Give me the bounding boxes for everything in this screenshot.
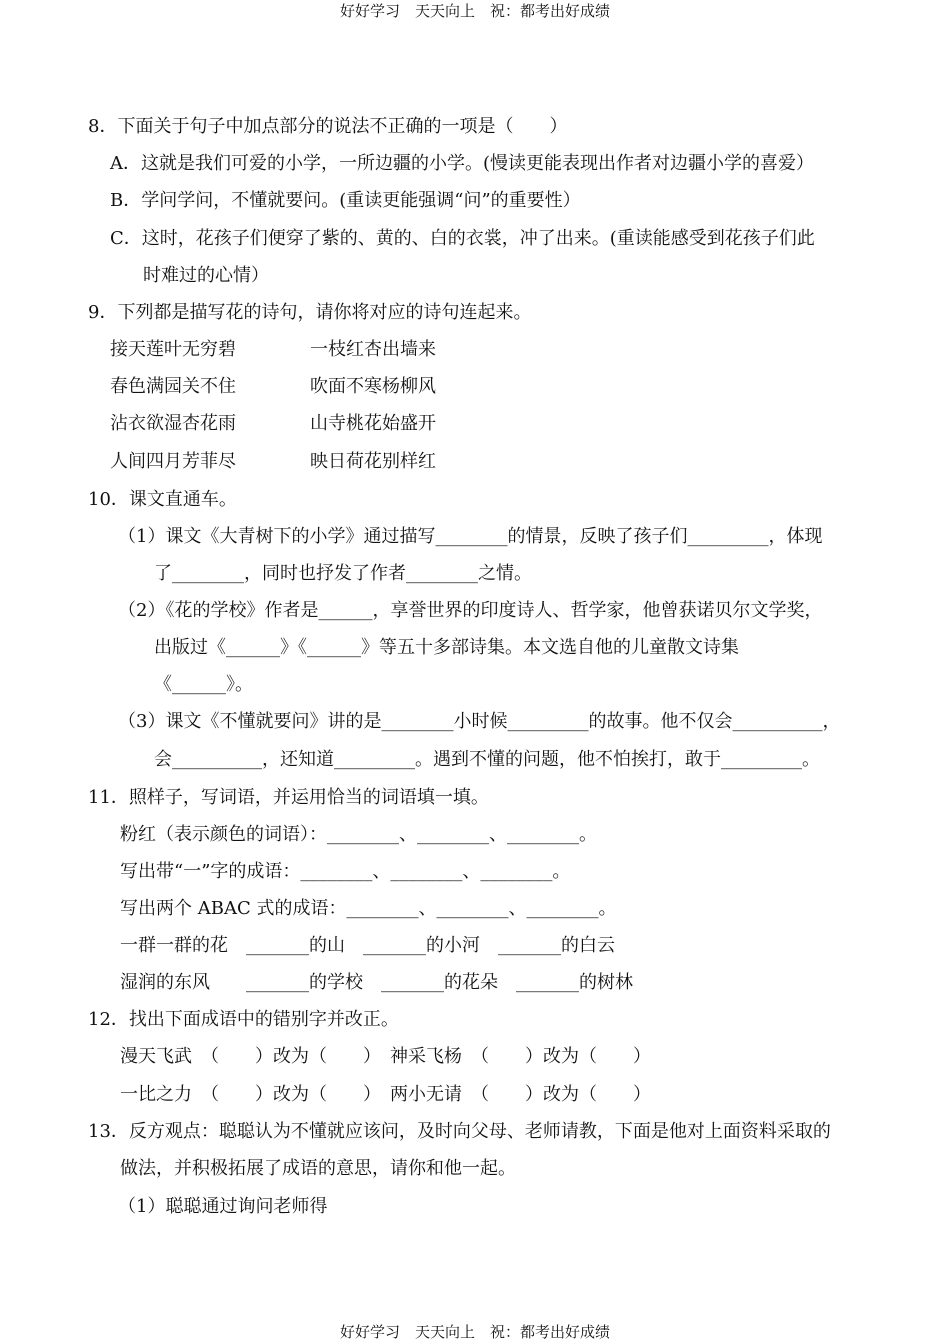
question-8-stem: 8．下面关于句子中加点部分的说法不正确的一项是（ ） — [88, 116, 568, 137]
question-10-part-1-cont: 了________，同时也抒发了作者________之情。 — [154, 563, 532, 584]
poem-right: 山寺桃花始盛开 — [310, 413, 436, 434]
page-footer: 好好学习 天天向上 祝：都考出好成绩 — [339, 1323, 610, 1341]
question-12-line-2: 一比之力 （ ）改为（ ） 两小无请 （ ）改为（ ） — [120, 1084, 651, 1105]
question-9-stem: 9．下列都是描写花的诗句，请你将对应的诗句连起来。 — [88, 302, 532, 323]
poem-right: 映日荷花别样红 — [310, 451, 436, 472]
question-11-line-1: 粉红（表示颜色的词语）：________、________、________。 — [120, 824, 597, 845]
question-10-part-2-cont: 出版过《______》《______》等五十多部诗集。本文选自他的儿童散文诗集 — [154, 637, 739, 658]
poem-left: 沾衣欲湿杏花雨 — [110, 413, 236, 434]
question-8-option-b: B．学问学问，不懂就要问。(重读更能强调“问”的重要性） — [110, 190, 581, 211]
poem-right: 一枝红杏出墙来 — [310, 339, 436, 360]
question-13-stem-cont: 做法，并积极拓展了成语的意思，请你和他一起。 — [120, 1158, 516, 1179]
question-10-part-2: （2）《花的学校》作者是______，享誉世界的印度诗人、哲学家，他曾获诺贝尔文学奖， — [118, 600, 823, 621]
poem-row — [110, 450, 436, 474]
poem-left: 接天莲叶无穷碧 — [110, 339, 236, 360]
question-8-option-c-cont: 时难过的心情） — [143, 265, 269, 286]
question-12-stem: 12．找出下面成语中的错别字并改正。 — [88, 1009, 399, 1030]
question-8-option-c: C．这时，花孩子们便穿了紫的、黄的、白的衣裳，冲了出来。(重读能感受到花孩子们此 — [110, 228, 815, 249]
question-10-part-2-cont2: 《______》。 — [154, 674, 253, 695]
question-12-line-1: 漫天飞武 （ ）改为（ ） 神采飞杨 （ ）改为（ ） — [120, 1046, 651, 1067]
poem-right: 吹面不寒杨柳风 — [310, 376, 436, 397]
question-11-line-5: 湿润的东风 _______的学校 _______的花朵 _______的树林 — [120, 972, 633, 993]
question-13-stem: 13．反方观点：聪聪认为不懂就应该问，及时向父母、老师请教，下面是他对上面资料采取的 — [88, 1121, 831, 1142]
question-8-option-a: A．这就是我们可爱的小学，一所边疆的小学。(慢读更能表现出作者对边疆小学的喜爱） — [110, 153, 815, 174]
poem-row — [110, 412, 436, 436]
question-11-line-2: 写出带“一”字的成语：________、________、________。 — [120, 861, 571, 882]
question-10-part-3: （3）课文《不懂就要问》讲的是________小时候_________的故事。他不仅会__________， — [118, 711, 841, 732]
poem-row — [110, 338, 436, 362]
question-10-stem: 10．课文直通车。 — [88, 489, 237, 510]
question-10-part-1: （1）课文《大青树下的小学》通过描写________的情景，反映了孩子们_________，体现 — [118, 526, 823, 547]
poem-row — [110, 375, 436, 399]
question-10-part-3-cont: 会__________，还知道_________。遇到不懂的问题，他不怕挨打，敢于_________。 — [154, 749, 820, 770]
question-11-line-4: 一群一群的花 _______的山 _______的小河 _______的白云 — [120, 935, 615, 956]
poem-left: 春色满园关不住 — [110, 376, 236, 397]
question-13-part-1: （1）聪聪通过询问老师得 — [118, 1196, 328, 1217]
page-header: 好好学习 天天向上 祝：都考出好成绩 — [339, 2, 610, 20]
poem-left: 人间四月芳菲尽 — [110, 451, 236, 472]
question-11-line-3: 写出两个 ABAC 式的成语：________、________、________。 — [120, 898, 617, 919]
question-11-stem: 11．照样子，写词语，并运用恰当的词语填一填。 — [88, 787, 489, 808]
